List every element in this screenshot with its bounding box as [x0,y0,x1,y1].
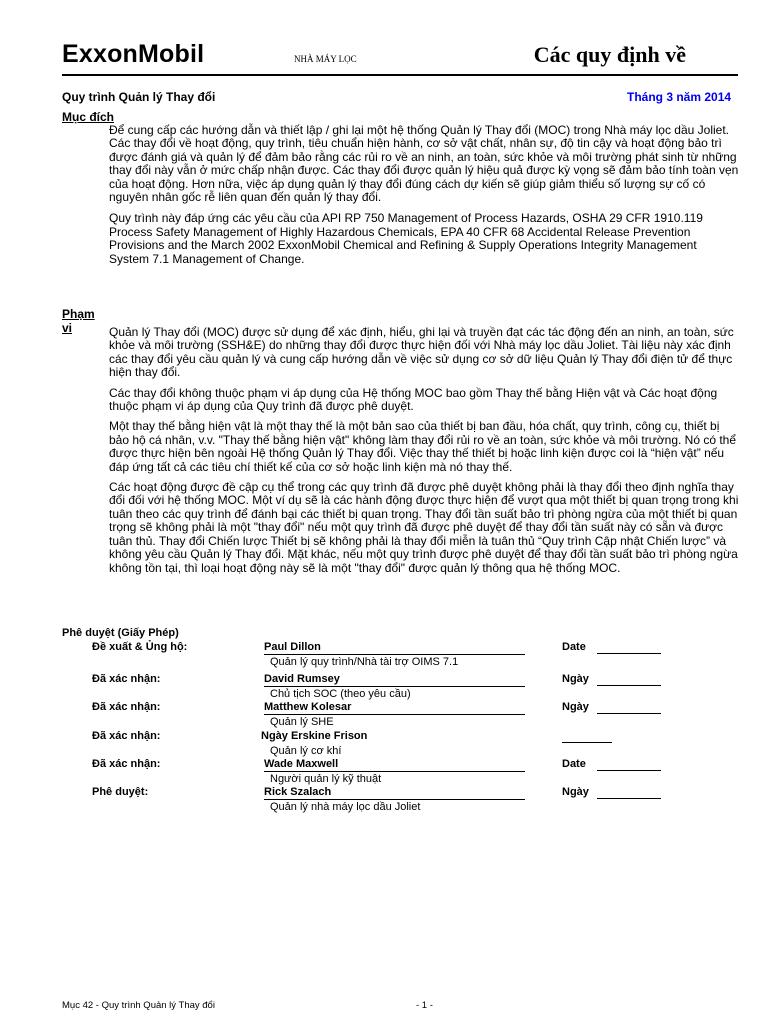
approver-title: Quản lý quy trình/Nhà tài trợ OIMS 7.1 [270,656,459,668]
approval-row [0,641,768,671]
date-signature-line [597,685,661,686]
approval-role: Đã xác nhận: [92,673,161,685]
approval-row [0,701,768,731]
approver-name: David Rumsey [264,673,525,687]
footer-section-title: Mục 42 - Quy trình Quản lý Thay đổi [62,1000,215,1011]
approver-title: Người quản lý kỹ thuật [270,773,382,785]
purpose-paragraph: Quy trình này đáp ứng các yêu cầu của API RP 750 Management of Process Hazards, OSHA 29 CFR 1910.119 Process Safety Management of Highly Hazardous Chemicals, EPA 40 CFR 68 Accidental Release Prevention Provisions and the March 2002 ExxonMobil Chemical and Refining & Supply Operations Integrity Management System 7.1 Management of Change. [109,211,703,266]
approver-name: Wade Maxwell [264,758,525,772]
scope-paragraph: Một thay thế bằng hiện vật là một thay thế là một bản sao của thiết bị ban đầu, hóa chất, quy trình, công cụ, thiết bị bảo hộ cá nhân, v.v. "Thay thế bằng hiện vật" không làm thay đổi rủi ro về an toàn, sức khỏe và môi trường. Nó có thể được thực hiện bên ngoài Hệ thống Quản lý Thay đổi. Việc thay thế thiết bị hoặc linh kiện được coi là “hiện vật” nếu đáp ứng tất cả các tiêu chí thiết kế của cơ sở hoặc linh kiện mà nó thay thế. [109,419,737,474]
approval-row [0,673,768,703]
plant-label: NHÀ MÁY LỌC [294,54,357,64]
approval-row [0,758,768,788]
scope-label-line: vi [62,321,73,335]
approver-title: Quản lý nhà máy lọc dầu Joliet [270,801,421,813]
date-signature-line [562,742,612,743]
scope-paragraph: Quản lý Thay đổi (MOC) được sử dụng để xác định, hiểu, ghi lại và truyền đạt các tác động đến an ninh, an toàn, sức khỏe và môi trường (SSH&E) do những thay đổi được thực hiện đối với Nhà máy lọc dầu Joliet. Tài liệu này xác định các thay đổi yêu cầu quản lý và cung cấp hướng dẫn về việc sử dụng cơ sở dữ liệu Quản lý Thay đổi điện tử để thực hiện thay đổi. [109,325,734,380]
date-signature-line [597,713,661,714]
purpose-label: Mục đích [62,110,115,124]
date-label: Ngày [562,673,589,685]
approver-title: Chủ tịch SOC (theo yêu cầu) [270,688,411,700]
approver-name: Matthew Kolesar [264,701,525,715]
date-label: Ngày [562,786,589,798]
approval-role: Đã xác nhận: [92,730,161,742]
date-label: Date [562,641,586,653]
date-signature-line [597,770,661,771]
scope-paragraph: Các hoạt động được đề cập cụ thể trong các quy trình đã được phê duyệt không phải là thay đổi theo định nghĩa thay đổi đối với hệ thống MOC. Một ví dụ sẽ là các hành động được thực hiện để vượt qua một thiết bị quan trọng trong khi tuân theo các quy trình để đánh bại các thiết bị quan trọng. Thay đổi tần suất bảo trì phòng ngừa của một thiết bị quan trọng sẽ không phải là một "thay đổi" nếu một quy trình đã được phê duyệt để thay đổi tần suất này có sẵn và được tuân thủ. Thay đổi Chiến lược Thiết bị sẽ không phải là thay đổi miễn là tuân thủ “Quy trình Cập nhật Chiến lược” và không yêu cầu Quản lý Thay đổi. Mặt khác, nếu một quy trình được phê duyệt để thay đổi tần suất bảo trì phòng ngừa không tồn tại, thì loại hoạt động này sẽ là một "thay đổi" được quản lý thông qua hệ thống MOC. [109,480,739,575]
scope-label [62,307,95,335]
approval-role: Đề xuất & Ủng hộ: [92,641,188,653]
approval-role: Phê duyệt: [92,786,149,798]
page-header [62,38,738,76]
scope-label-line: Phạm [62,307,95,321]
scope-paragraph: Các thay đổi không thuộc phạm vi áp dụng của Hệ thống MOC bao gồm Thay thế bằng Hiện vật và Các hoạt động thuộc phạm vi áp dụng của Quy trình đã được phê duyệt. [109,385,718,414]
approval-role: Đã xác nhận: [92,758,161,770]
process-title: Quy trình Quản lý Thay đổi [62,90,216,104]
document-date: Tháng 3 năm 2014 [627,90,732,104]
approver-name: Rick Szalach [264,786,525,800]
date-label: Ngày [562,701,589,713]
date-signature-line [597,798,661,799]
approver-title: Quản lý cơ khí [270,745,342,757]
approver-name: Ngày Erskine Frison [261,730,368,742]
approval-row [0,786,768,816]
approver-title: Quản lý SHE [270,716,334,728]
date-signature-line [597,653,661,654]
approval-role: Đã xác nhận: [92,701,161,713]
page-number: - 1 - [416,1000,433,1011]
approver-name: Paul Dillon [264,641,525,655]
purpose-section [109,124,739,272]
document-title: Các quy định về [533,42,686,67]
purpose-paragraph: Để cung cấp các hướng dẫn và thiết lập / ghi lại một hệ thống Quản lý Thay đổi (MOC) trong Nhà máy lọc dầu Joliet. Các thay đổi về hoạt động, quy trình, tiêu chuẩn hiện hành, cơ sở vật chất, nhân sự, độ tin cậy và hoạt động bảo trì được đánh giá và quản lý để đảm bảo rằng các rủi ro về an ninh, an toàn, sức khỏe và môi trường phát sinh từ những thay đổi này vẫn ở mức chấp nhận được. Các thay đổi được quản lý hiệu quả được kỳ vọng sẽ đảm bảo tính toàn vẹn của hoạt động. Hơn nữa, việc áp dụng quản lý thay đổi đúng cách dự kiến sẽ giúp giảm thiểu số lượng sự cố có nguyên nhân gốc rễ liên quan đến quản lý thay đổi. [109,123,739,205]
scope-section [109,326,739,581]
approval-row [0,730,768,760]
approvals-title: Phê duyệt (Giấy Phép) [62,627,179,639]
company-logo: ExxonMobil [62,40,205,68]
date-label: Date [562,758,586,770]
